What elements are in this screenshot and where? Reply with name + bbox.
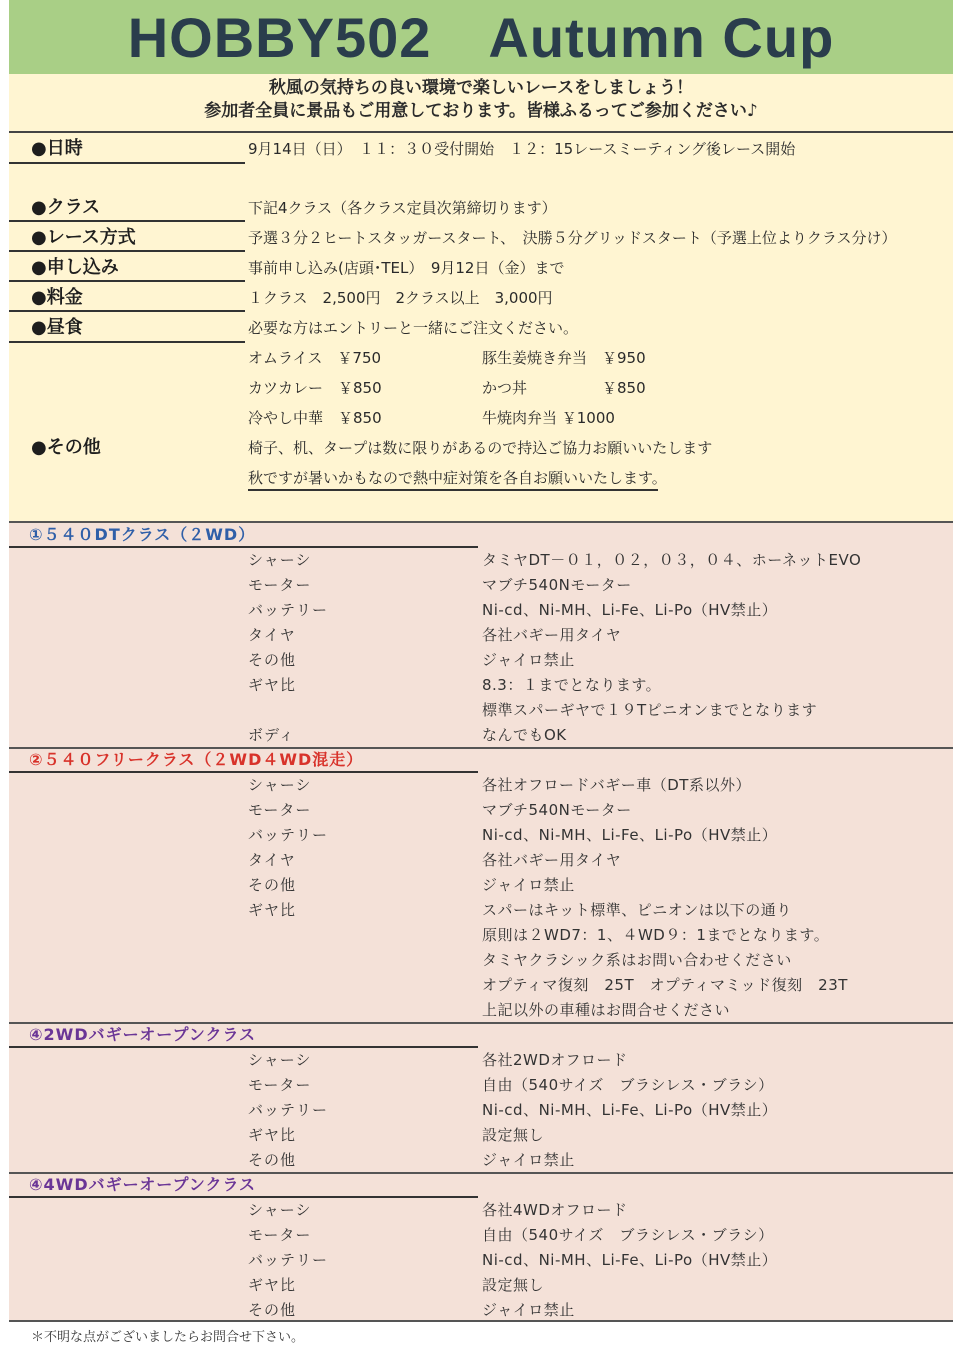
intro-line-2: 参加者全員に景品もご用意しております。皆様ふるってご参加ください♪ bbox=[204, 101, 758, 121]
spec-value: 各社バギー用タイヤ bbox=[482, 851, 622, 869]
spec-label: ギヤ比 bbox=[248, 1276, 297, 1294]
flyer bbox=[9, 0, 953, 1349]
spec-value: 各社オフロードバギー車（DT系以外） bbox=[482, 776, 751, 794]
rule bbox=[9, 250, 245, 252]
spec-value: Ni-cd、Ni-MH、Li-Fe、Li-Po（HV禁止） bbox=[482, 826, 778, 844]
value-fee: １クラス 2,500円 2クラス以上 3,000円 bbox=[248, 289, 553, 307]
rule bbox=[9, 162, 245, 164]
spec-value: Ni-cd、Ni-MH、Li-Fe、Li-Po（HV禁止） bbox=[482, 601, 778, 619]
spec-value: 各社2WDオフロード bbox=[482, 1051, 628, 1069]
section-title-540free: ②５４０フリークラス（２WD４WD混走） bbox=[29, 750, 364, 769]
rule bbox=[9, 546, 478, 548]
spec-value: スパーはキット標準、ピニオンは以下の通り bbox=[482, 901, 792, 919]
spec-value: タミヤDT－０１，０２，０３，０４、ホーネットEVO bbox=[482, 551, 862, 569]
spec-value: 自由（540サイズ ブラシレス・ブラシ） bbox=[482, 1076, 774, 1094]
lunch-item: カツカレー ￥850 bbox=[248, 379, 382, 397]
rule bbox=[9, 341, 245, 343]
spec-label: バッテリー bbox=[248, 601, 329, 619]
spec-label: ギヤ比 bbox=[248, 1126, 297, 1144]
spec-label: その他 bbox=[248, 876, 297, 894]
spec-label: ギヤ比 bbox=[248, 901, 297, 919]
spec-value: ジャイロ禁止 bbox=[482, 876, 575, 894]
page-title: HOBBY502 Autumn Cup bbox=[127, 6, 835, 69]
value-datetime: 9月14日（日） １１：３０受付開始 １２：15レースミーティング後レース開始 bbox=[248, 140, 796, 158]
value-application: 事前申し込み(店頭･TEL） 9月12日（金）まで bbox=[248, 259, 565, 277]
spec-label: その他 bbox=[248, 651, 297, 669]
spec-label: シャーシ bbox=[248, 1201, 312, 1219]
spec-value: 設定無し bbox=[482, 1276, 545, 1294]
lunch-item: オムライス ￥750 bbox=[248, 349, 382, 367]
section-title-2wd-open: ④2WDバギーオープンクラス bbox=[29, 1025, 257, 1044]
spec-value: ジャイロ禁止 bbox=[482, 651, 575, 669]
spec-label: タイヤ bbox=[248, 851, 296, 869]
spec-label: シャーシ bbox=[248, 551, 312, 569]
spec-label: ボディ bbox=[248, 726, 295, 744]
spec-value: ジャイロ禁止 bbox=[482, 1151, 575, 1169]
spec-value: なんでもOK bbox=[482, 726, 567, 744]
label-datetime: ●日時 bbox=[31, 138, 83, 159]
spec-value: 8.3：１までとなります。 bbox=[482, 676, 662, 694]
spec-label: ギヤ比 bbox=[248, 676, 297, 694]
spec-value: 標準スパーギヤで１９Tピニオンまでとなります bbox=[482, 701, 818, 719]
label-lunch: ●昼食 bbox=[31, 317, 83, 338]
lunch-item: 冷やし中華 ￥850 bbox=[248, 409, 382, 427]
spec-label: モーター bbox=[248, 576, 312, 594]
intro-line-1: 秋風の気持ちの良い環境で楽しいレースをしましょう！ bbox=[268, 78, 694, 98]
spec-value: オプティマ復刻 25T オプティマミッド復刻 23T bbox=[482, 976, 848, 994]
value-lunch: 必要な方はエントリーと一緒にご注文ください。 bbox=[248, 319, 579, 337]
rule bbox=[9, 310, 245, 312]
spec-value: 上記以外の車種はお問合せください bbox=[482, 1001, 731, 1019]
spec-value: 自由（540サイズ ブラシレス・ブラシ） bbox=[482, 1226, 774, 1244]
value-race-format: 予選３分２ヒートスタッガースタート、 決勝５分グリッドスタート（予選上位よりクラス分け） bbox=[248, 229, 897, 247]
label-class: ●クラス bbox=[31, 197, 101, 218]
spec-value: Ni-cd、Ni-MH、Li-Fe、Li-Po（HV禁止） bbox=[482, 1251, 778, 1269]
lunch-item: 牛焼肉弁当 ￥1000 bbox=[482, 409, 615, 427]
spec-value: Ni-cd、Ni-MH、Li-Fe、Li-Po（HV禁止） bbox=[482, 1101, 778, 1119]
section-title-4wd-open: ④4WDバギーオープンクラス bbox=[29, 1175, 257, 1194]
rule bbox=[9, 771, 478, 773]
spec-label: モーター bbox=[248, 1076, 312, 1094]
rule bbox=[9, 1046, 478, 1048]
label-fee: ●料金 bbox=[31, 287, 83, 308]
rule bbox=[9, 220, 245, 222]
spec-label: バッテリー bbox=[248, 1101, 329, 1119]
value-class: 下記4クラス（各クラス定員次第締切ります） bbox=[248, 199, 557, 217]
other-line-1: 椅子、机、タープは数に限りがあるので持込ご協力お願いいたします bbox=[248, 439, 713, 457]
spec-label: バッテリー bbox=[248, 826, 329, 844]
footer-note: ＊不明な点がございましたらお問合せ下さい。 bbox=[31, 1330, 305, 1345]
spec-value: 設定無し bbox=[482, 1126, 545, 1144]
label-race-format: ●レース方式 bbox=[31, 227, 136, 248]
divider bbox=[9, 131, 953, 133]
label-application: ●申し込み bbox=[31, 257, 119, 278]
spec-label: バッテリー bbox=[248, 1251, 329, 1269]
spec-value: ジャイロ禁止 bbox=[482, 1301, 575, 1319]
rule bbox=[248, 489, 658, 491]
spec-value: 各社バギー用タイヤ bbox=[482, 626, 622, 644]
lunch-item: かつ丼 ￥850 bbox=[482, 379, 646, 397]
lunch-item: 豚生姜焼き弁当 ￥950 bbox=[482, 349, 646, 367]
spec-label: シャーシ bbox=[248, 1051, 312, 1069]
divider bbox=[9, 1320, 953, 1322]
spec-label: モーター bbox=[248, 801, 312, 819]
rule bbox=[9, 1196, 478, 1198]
spec-label: タイヤ bbox=[248, 626, 296, 644]
rule bbox=[9, 280, 245, 282]
spec-label: シャーシ bbox=[248, 776, 312, 794]
other-line-2: 秋ですが暑いかもなので熱中症対策を各自お願いいたします。 bbox=[248, 469, 667, 487]
spec-value: 原則は２WD7：1、４WD９：1までとなります。 bbox=[482, 926, 830, 944]
spec-value: マブチ540Nモーター bbox=[482, 801, 632, 819]
spec-value: マブチ540Nモーター bbox=[482, 576, 632, 594]
label-other: ●その他 bbox=[31, 437, 101, 458]
spec-value: タミヤクラシック系はお問い合わせください bbox=[482, 951, 792, 969]
divider bbox=[9, 521, 953, 523]
spec-label: その他 bbox=[248, 1301, 297, 1319]
spec-label: その他 bbox=[248, 1151, 297, 1169]
spec-value: 各社4WDオフロード bbox=[482, 1201, 628, 1219]
spec-panel bbox=[9, 522, 953, 1320]
spec-label: モーター bbox=[248, 1226, 312, 1244]
section-title-540dt: ①５４０DTクラス（２WD） bbox=[29, 525, 256, 544]
